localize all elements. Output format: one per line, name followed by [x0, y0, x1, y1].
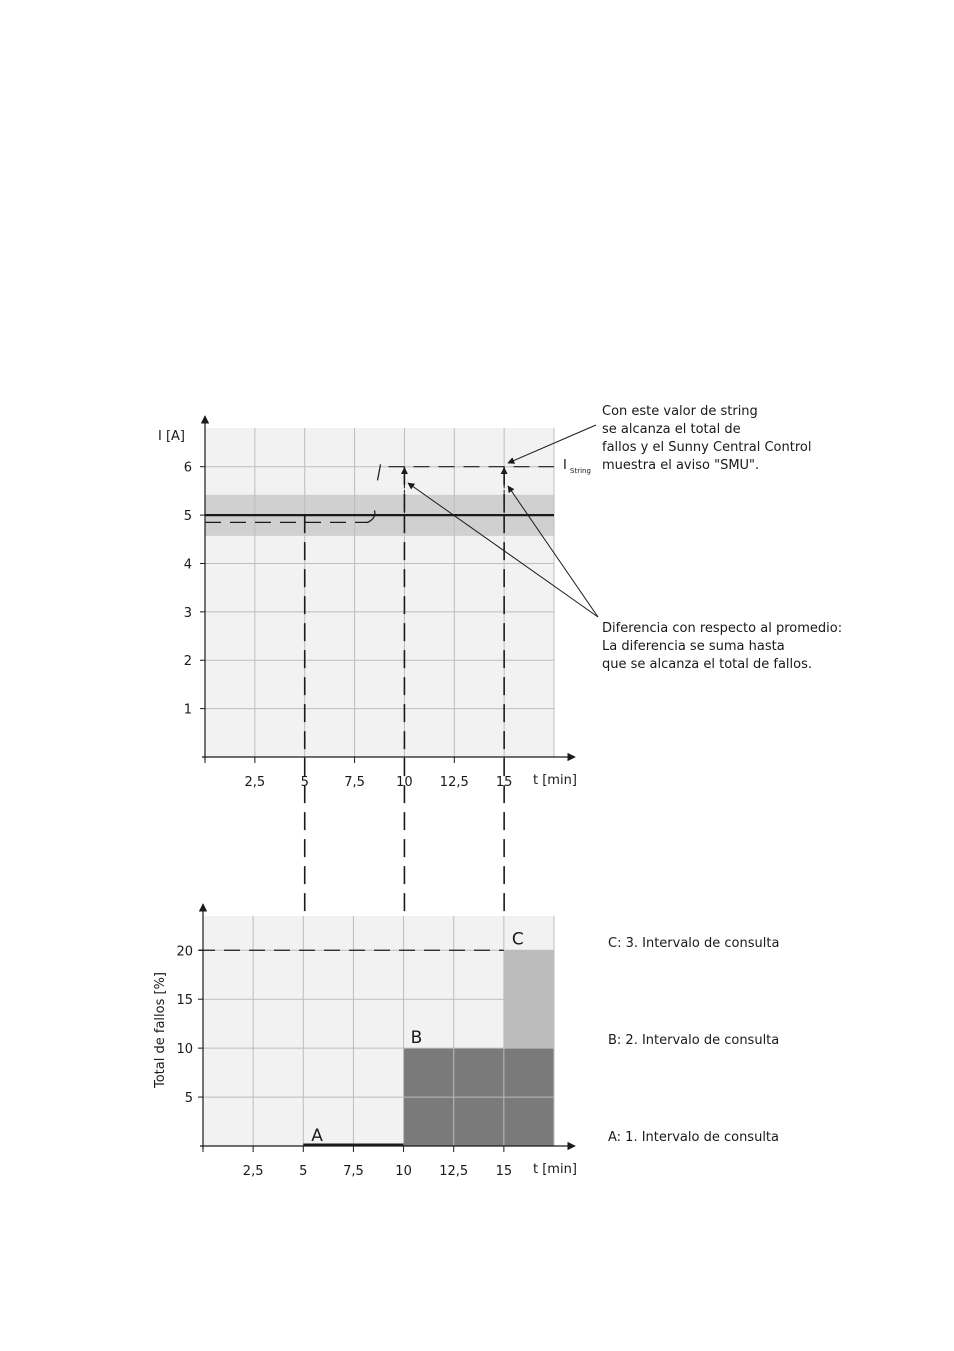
- interval-legend: [608, 936, 779, 1145]
- top-x-tick-label: 5: [300, 775, 309, 790]
- bot-y-tick-label: 5: [184, 1091, 193, 1107]
- annotation-smu-line-3: fallos y el Sunny Central Control: [602, 440, 812, 455]
- top-y-tick-label: 6: [183, 460, 192, 476]
- legend-item-a: A: 1. Intervalo de consulta: [608, 1130, 779, 1145]
- bot-x-tick-label: 10: [395, 1164, 412, 1179]
- top-x-tick-label: 12,5: [439, 775, 469, 790]
- interval-letter-c: C: [511, 929, 524, 950]
- fault-x-axis-label: t [min]: [533, 1162, 577, 1177]
- bot-x-tick-label: 2,5: [242, 1164, 264, 1179]
- annotation-smu-line-2: se alcanza el total de: [602, 422, 741, 437]
- fault-total-chart: [153, 904, 577, 1179]
- bot-x-tick-label: 7,5: [343, 1164, 364, 1179]
- top-y-tick-label: 3: [183, 605, 192, 621]
- bot-x-tick-label: 12,5: [439, 1164, 469, 1179]
- top-x-tick-label: 7,5: [344, 775, 365, 790]
- legend-item-b: B: 2. Intervalo de consulta: [608, 1033, 780, 1048]
- bot-x-tick-label: 5: [299, 1164, 308, 1179]
- current-y-axis-label: I [A]: [158, 429, 186, 444]
- top-x-tick-label: 2,5: [244, 775, 266, 790]
- bot-y-tick-label: 20: [176, 944, 193, 960]
- fault-y-ticks: [176, 944, 193, 1106]
- annotation-difference-line-3: que se alcanza el total de fallos.: [602, 657, 812, 672]
- fault-x-ticks: [243, 1164, 512, 1179]
- current-chart: [158, 416, 591, 790]
- bot-y-tick-label: 15: [176, 993, 193, 1009]
- top-x-tick-label: 15: [495, 775, 513, 790]
- current-x-axis-label: t [min]: [533, 773, 577, 788]
- bot-y-tick-label: 10: [176, 1042, 193, 1058]
- istring-label: [563, 458, 591, 475]
- top-y-tick-label: 5: [183, 509, 192, 525]
- fault-y-axis-label: Total de fallos [%]: [153, 972, 168, 1088]
- top-y-tick-label: 4: [183, 557, 192, 573]
- bot-x-tick-label: 15: [495, 1164, 513, 1179]
- interval-letter-a: A: [311, 1126, 323, 1146]
- annotation-difference-line-2: La diferencia se suma hasta: [602, 639, 785, 654]
- top-panel-bg: [205, 428, 554, 757]
- annotation-smu-line-1: Con este valor de string: [602, 404, 758, 419]
- top-y-tick-label: 2: [183, 654, 192, 670]
- current-x-ticks: [245, 775, 513, 790]
- interval-letter-b: B: [410, 1028, 423, 1049]
- annotation-difference-line-1: Diferencia con respecto al promedio:: [602, 621, 843, 636]
- legend-item-c: C: 3. Intervalo de consulta: [608, 936, 780, 951]
- top-x-tick-label: 10: [396, 775, 413, 790]
- istring-label-sub: String: [570, 467, 591, 475]
- annotation-smu-line-4: muestra el aviso "SMU".: [602, 458, 760, 473]
- current-y-ticks: [184, 461, 192, 718]
- current-chart-panel: [205, 428, 554, 757]
- istring-label-main: I: [563, 458, 567, 473]
- top-y-tick-label: 1: [183, 702, 192, 718]
